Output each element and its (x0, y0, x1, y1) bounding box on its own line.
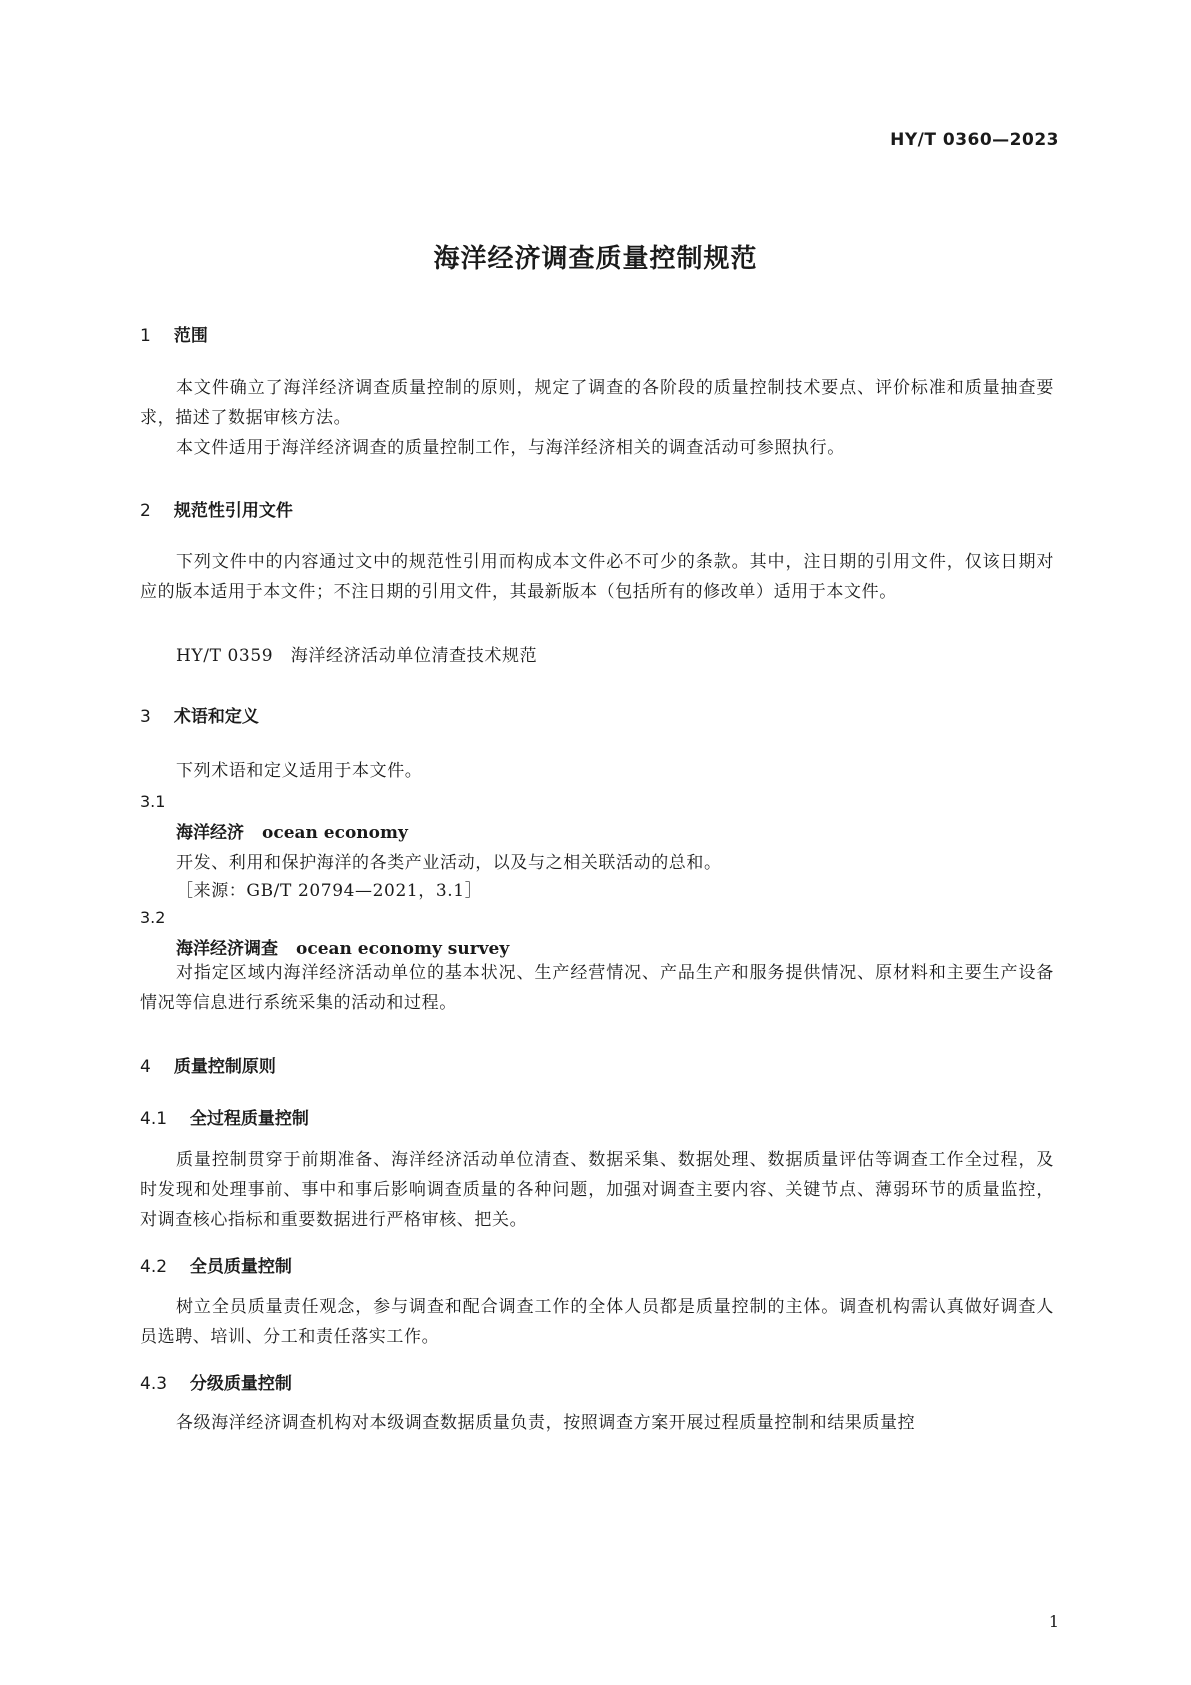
section-4-heading (140, 1052, 276, 1077)
section-title: 全员质量控制 (189, 1257, 292, 1277)
paragraph: 下列术语和定义适用于本文件。 (176, 761, 423, 781)
section-title: 质量控制原则 (173, 1057, 276, 1077)
paragraph: 树立全员质量责任观念，参与调查和配合调查工作的全体人员都是质量控制的主体。调查机构需认真做好调查人员选聘、培训、分工和责任落实工作。 (140, 1297, 1054, 1347)
term-heading (176, 934, 509, 959)
section-3-heading (140, 702, 259, 727)
section-number: 4.2 (140, 1257, 168, 1277)
section-number: 4.3 (140, 1374, 168, 1394)
paragraph: 各级海洋经济调查机构对本级调查数据质量负责，按照调查方案开展过程质量控制和结果质量控 (176, 1413, 916, 1433)
subsection-4-2-heading (140, 1252, 292, 1277)
term-en: ocean economy survey (296, 939, 510, 959)
section-title: 规范性引用文件 (173, 501, 293, 521)
term-number: 3.1 (140, 792, 166, 811)
document-title: 海洋经济调查质量控制规范 (433, 244, 758, 274)
page-number: 1 (1048, 1612, 1059, 1631)
section-2-heading (140, 496, 293, 521)
term-source: ［来源：GB/T 20794—2021，3.1］ (176, 881, 483, 901)
section-title: 术语和定义 (173, 707, 259, 727)
term-en: ocean economy (262, 823, 408, 843)
standard-code: HY/T 0360—2023 (890, 130, 1059, 150)
section-title: 分级质量控制 (189, 1374, 292, 1394)
section-1-heading (140, 321, 208, 346)
subsection-4-1-heading (140, 1104, 309, 1129)
paragraph: 本文件适用于海洋经济调查的质量控制工作，与海洋经济相关的调查活动可参照执行。 (176, 438, 845, 458)
paragraph: 本文件确立了海洋经济调查质量控制的原则，规定了调查的各阶段的质量控制技术要点、评价标准和质量抽查要求，描述了数据审核方法。 (140, 378, 1054, 428)
section-number: 2 (140, 501, 151, 521)
subsection-4-3-heading (140, 1369, 292, 1394)
section-number: 4.1 (140, 1109, 168, 1129)
section-number: 3 (140, 707, 151, 727)
section-title: 全过程质量控制 (189, 1109, 309, 1129)
paragraph: 下列文件中的内容通过文中的规范性引用而构成本文件必不可少的条款。其中，注日期的引用文件，仅该日期对应的版本适用于本文件；不注日期的引用文件，其最新版本（包括所有的修改单）适用于本文件。 (140, 552, 1054, 602)
section-number: 4 (140, 1057, 151, 1077)
term-heading (176, 818, 408, 843)
normative-reference: HY/T 0359 海洋经济活动单位清查技术规范 (176, 646, 538, 666)
paragraph: 质量控制贯穿于前期准备、海洋经济活动单位清查、数据采集、数据处理、数据质量评估等调查工作全过程，及时发现和处理事前、事中和事后影响调查质量的各种问题，加强对调查主要内容、关键节点、薄弱环节的质量监控，对调查核心指标和重要数据进行严格审核、把关。 (140, 1150, 1054, 1230)
term-definition: 对指定区域内海洋经济活动单位的基本状况、生产经营情况、产品生产和服务提供情况、原材料和主要生产设备情况等信息进行系统采集的活动和过程。 (140, 963, 1054, 1013)
term-definition: 开发、利用和保护海洋的各类产业活动，以及与之相关联活动的总和。 (176, 853, 722, 873)
term-zh: 海洋经济调查 (176, 939, 278, 959)
section-title: 范围 (173, 326, 208, 346)
term-number: 3.2 (140, 908, 166, 927)
section-number: 1 (140, 326, 151, 346)
term-zh: 海洋经济 (176, 823, 244, 843)
